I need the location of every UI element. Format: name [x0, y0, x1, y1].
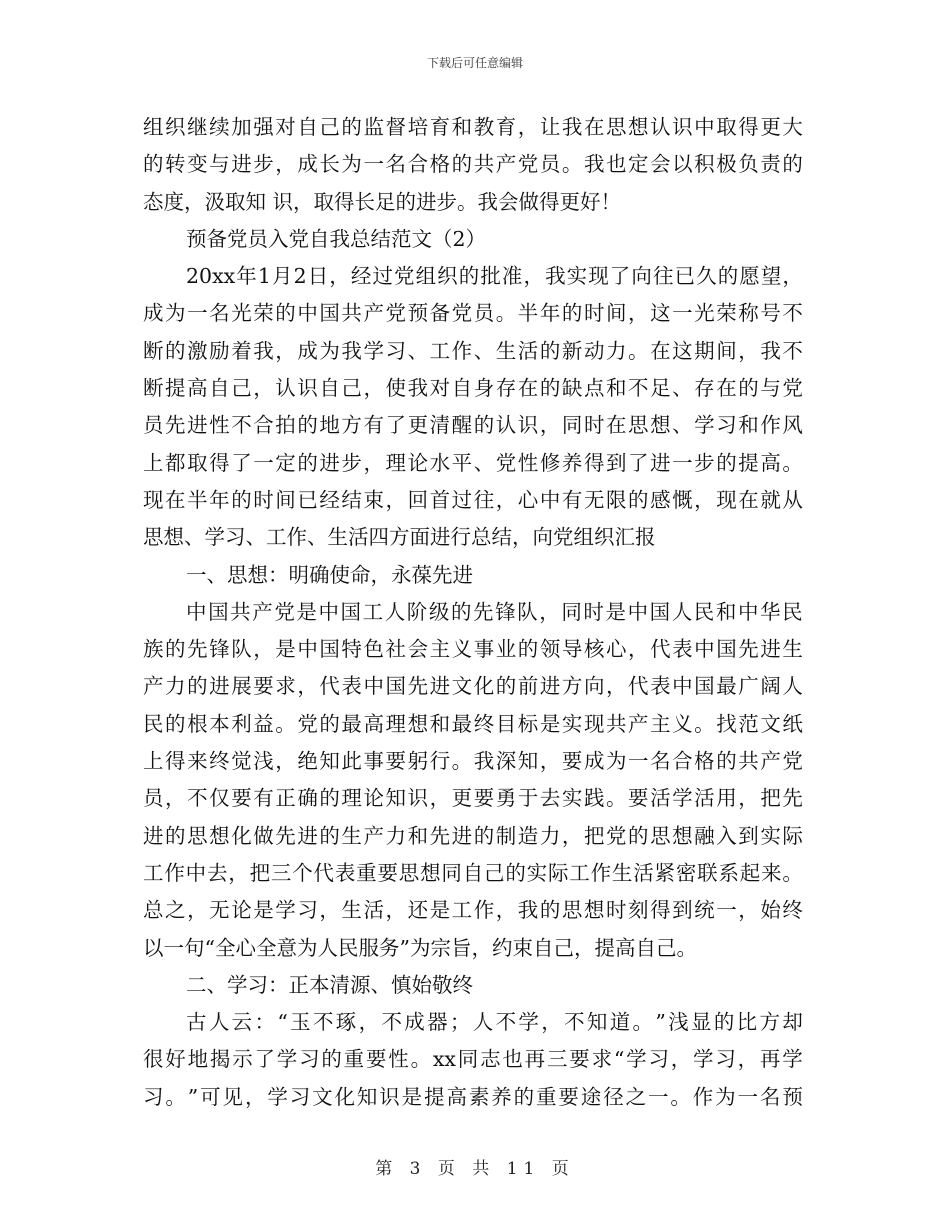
text-line: 习 。 ” 可 见 ， 学 习 文 化 知 识 是 提 高 素 养 的 重 要 途 径 之 一 。 作 为 一 名 预	[143, 1084, 803, 1109]
text-line: 工 作 中 去 ， 把 三 个 代 表 重 要 思 想 同 自 己 的 实 际 工 作 生 活 紧 密 联 系 起 来 。	[143, 860, 803, 885]
text-line: 断 的 激 励 着 我 ， 成 为 我 学 习 、 工 作 、 生 活 的 新 动 力 。 在 这 期 间 ， 我 不	[143, 338, 803, 363]
document-body	[143, 109, 803, 1116]
text-line: 中 国 共 产 党 是 中 国 工 人 阶 级 的 先 锋 队 ， 同 时 是 中 国 人 民 和 中 华 民	[186, 599, 803, 624]
text-line: 以一句“全心全意为人民服务”为宗旨，约束自己，提高自己。	[143, 935, 697, 960]
text-line: 很 好 地 揭 示 了 学 习 的 重 要 性 。 xx 同 志 也 再 三 要 求 “ 学 习 ， 学 习 ， 再 学	[143, 1047, 803, 1072]
text-line: 成 为 一 名 光 荣 的 中 国 共 产 党 预 备 党 员 。 半 年 的 时 间 ， 这 一 光 荣 称 号 不	[143, 301, 803, 326]
text-line: 断 提 高 自 己 ， 认 识 自 己 ， 使 我 对 自 身 存 在 的 缺 点 和 不 足 、 存 在 的 与 党	[143, 376, 803, 401]
text-line: 态度，汲取知 识，取得长足的进步。我会做得更好！	[143, 189, 622, 214]
page-header: 下载后可任意编辑	[426, 56, 523, 70]
text-line: 二、学习：正本清源、慎始敬终	[186, 972, 473, 997]
text-line: 族 的 先 锋 队 ， 是 中 国 特 色 社 会 主 义 事 业 的 领 导 核 心 ， 代 表 中 国 先 进 生	[143, 637, 803, 662]
text-line: 预备党员入党自我总结范文（2）	[186, 226, 487, 251]
text-line: 的 转 变 与 进 步 ， 成 长 为 一 名 合 格 的 共 产 党 员 。 我 也 定 会 以 积 极 负 责 的	[143, 152, 803, 177]
text-line: 民 的 根 本 利 益 。 党 的 最 高 理 想 和 最 终 目 标 是 实 现 共 产 主 义 。 找 范 文 纸	[143, 711, 803, 736]
text-line: 总 之 ， 无 论 是 学 习 ， 生 活 ， 还 是 工 作 ， 我 的 思 想 时 刻 得 到 统 一 ， 始 终	[143, 898, 803, 923]
text-line: 现 在 半 年 的 时 间 已 经 结 束 ， 回 首 过 往 ， 心 中 有 无 限 的 感 慨 ， 现 在 就 从	[143, 487, 803, 512]
text-line: 20xx 年 1 月 2 日 ， 经 过 党 组 织 的 批 准 ， 我 实 现 了 向 往 已 久 的 愿 望 ，	[186, 264, 803, 289]
text-line: 一、思想：明确使命，永葆先进	[186, 562, 473, 587]
text-line: 组 织 继 续 加 强 对 自 己 的 监 督 培 育 和 教 育 ， 让 我 在 思 想 认 识 中 取 得 更 大	[143, 115, 803, 139]
page-footer: 第 3 页 共 11 页	[375, 1159, 575, 1179]
text-line: 上 都 取 得 了 一 定 的 进 步 ， 理 论 水 平 、 党 性 修 养 得 到 了 进 一 步 的 提 高 。	[143, 450, 803, 475]
text-line: 上 得 来 终 觉 浅 ， 绝 知 此 事 要 躬 行 。 我 深 知 ， 要 成 为 一 名 合 格 的 共 产 党	[143, 749, 803, 774]
text-line: 产 力 的 进 展 要 求 ， 代 表 中 国 先 进 文 化 的 前 进 方 向 ， 代 表 中 国 最 广 阔 人	[143, 674, 803, 699]
text-line: 进 的 思 想 化 做 先 进 的 生 产 力 和 先 进 的 制 造 力 ， 把 党 的 思 想 融 入 到 实 际	[143, 823, 803, 848]
text-line: 员 先 进 性 不 合 拍 的 地 方 有 了 更 清 醒 的 认 识 ， 同 时 在 思 想 、 学 习 和 作 风	[143, 413, 803, 438]
text-line: 思想、学习、工作、生活四方面进行总结，向党组织汇报	[143, 525, 656, 550]
text-line: 古 人 云 ： “ 玉 不 琢 ， 不 成 器 ； 人 不 学 ， 不 知 道 。 ” 浅 显 的 比 方 却	[186, 1010, 803, 1035]
text-line: 员 ， 不 仅 要 有 正 确 的 理 论 知 识 ， 更 要 勇 于 去 实 践 。 要 活 学 活 用 ， 把 先	[143, 786, 803, 811]
